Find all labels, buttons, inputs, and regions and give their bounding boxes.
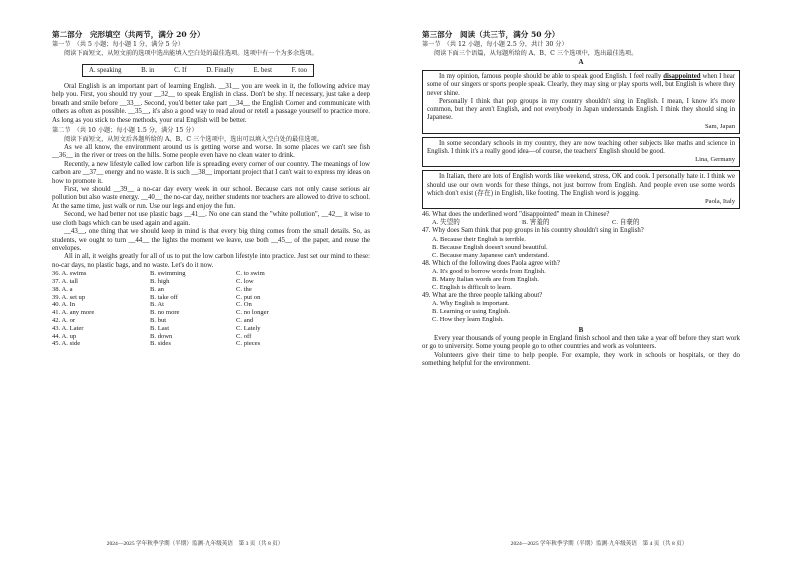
page-footer: 2024—2025 学年秋季学期（半期）监测·九年级英语 第 3 页（共 8 页）	[106, 541, 284, 547]
signature: Sam, Japan	[704, 122, 735, 130]
option-row: 44. A. up B. down C. off	[52, 332, 252, 340]
question-49: 49. What are the three people talking about? A. Why English is important. B. Learning or using English. C. How they learn English.	[422, 292, 740, 324]
right-page	[404, 0, 794, 561]
word-options-box	[82, 64, 314, 77]
option-row: 38. A. a B. an C. the	[52, 285, 252, 293]
cloze-paragraph: Second, we had better not use plastic bags __41__. No one can stand the "white pollution", __42__ it wise to use cloth bags which can be used again and again.	[52, 211, 370, 227]
word-option: F. too	[291, 67, 307, 74]
part-two-title: 第二部分 完形填空（共两节，满分 20 分）	[52, 30, 205, 39]
word-option: E. best	[253, 67, 272, 74]
option: C. How they learn English.	[432, 316, 504, 324]
option: C. English is difficult to learn.	[432, 283, 512, 291]
cloze-paragraph: All in all, it weighs greatly for all of us to put the low carbon lifestyle into practice. Just set our mind to these: no-car days, no plastic bags, and no waste. Let's do it now.	[52, 253, 370, 269]
section-two-instructions: 阅读下面短文，从短文后各题所给的 A、B、C 三个选项中，选出可以填入空白处的最佳选项。	[64, 136, 323, 144]
opinion-box-lina: In some secondary schools in my country, they are now teaching other subjects like maths and science in English. I think it's a really good idea—of course, the teachers' English should be good. Lina, Germany	[422, 137, 740, 168]
underlined-word: disappointed	[663, 73, 701, 80]
question-47: 47. Why does Sam think that pop groups in his country shouldn't sing in English? A. Because their English is terrible. B. Because English doesn't sound beautiful. C. Because many Japanese can't understand.	[422, 227, 740, 259]
cloze-paragraph: As we all know, the environment around us is getting worse and worse. In some places we can't see fish __36__ in the river or trees on the hills. Some people even have no clean water to drink.	[52, 144, 370, 160]
word-option: A. speaking	[89, 67, 122, 74]
signature: Paola, Italy	[704, 198, 735, 206]
word-option: C. If	[174, 67, 187, 74]
option: C. Because many Japanese can't understand.	[432, 251, 550, 259]
option-row: 40. A. In B. At C. On	[52, 301, 252, 309]
passage-letter-a: A	[578, 58, 584, 66]
page-footer: 2024—2025 学年秋季学期（半期）监测·九年级英语 第 4 页（共 8 页）	[510, 541, 688, 547]
word-option: B. in	[141, 67, 155, 74]
option: A. It's good to borrow words from English.	[432, 267, 546, 275]
option-row: 42. A. or B. but C. and	[52, 316, 254, 324]
option: A. 失望的	[432, 219, 460, 227]
section-one-title: 第一节 （共 12 小题，每小题 2.5 分，共计 30 分）	[422, 41, 568, 48]
passage-b-paragraph: Volunteers give their time to help people. For example, they work in schools or hospitals, or they do something helpful for the environment.	[422, 351, 740, 368]
section-two-title: 第二节 （共 10 小题；每小题 1.5 分，满分 15 分）	[52, 127, 198, 135]
answer-options	[52, 270, 370, 348]
option: A. Because their English is terrible.	[432, 235, 526, 243]
passage-b-paragraph: Every year thousands of young people in England finish school and then take a year off before they start work or go to university. Some young people go to other countries and work as volunteers.	[422, 335, 740, 351]
part-three-title: 第三部分 阅读（共三节，满分 50 分）	[422, 30, 560, 39]
option-row: 37. A. tall B. high C. low	[52, 277, 254, 285]
option: B. Because English doesn't sound beautiful.	[432, 243, 548, 251]
opinion-box-sam: In my opinion, famous people should be able to speak good English. I feel really disappointed when I hear some of our singers or sports people speak. Clearly, they may sing or play sports well, but English is where they never shine. Personally I think that pop groups in my country shouldn't sing in English. I mean, I know it's more common, but they aren't English, and not everybody in Japan understands English. I think they should sing in Japanese. Sam, Japan	[422, 70, 740, 134]
question-46: 46. What does the underlined word "disappointed" mean in Chinese? A. 失望的 B. 害羞的 C. 自豪的	[422, 211, 740, 227]
option: C. 自豪的	[612, 219, 640, 227]
option: B. 害羞的	[522, 219, 550, 227]
option-row: 39. A. set up B. take off C. put on	[52, 293, 261, 301]
signature: Lina, Germany	[695, 156, 735, 164]
passage-letter-b: B	[578, 326, 584, 335]
opinion-box-paola: In Italian, there are lots of English words like weekend, stress, OK and cook. I personally hate it. I think we should use our own words for these things, not just borrow from English. And people even use some words which don't exist (存在) in English, like footing. The English word is jogging. Paola, Italy	[422, 170, 740, 209]
word-option: D. Finally	[206, 67, 234, 74]
cloze-paragraph: Recently, a new lifestyle called low carbon life is spreading every corner of our country. The meanings of low carbon are __37__ energy and no waste. It is such __38__ important project that I can't wait to express my ideas on how to promote it.	[52, 160, 370, 185]
cloze-paragraph: First, we should __39__ a no-car day every week in our school. Because cars not only cause serious air pollution but also waste energy. __40__ the no-car day, neither students nor teachers are allowed to drive to school. At the same time, just walk or run. Use our legs and enjoy the fun.	[52, 186, 370, 210]
option-row: 45. A. side B. sides C. pieces	[52, 340, 261, 348]
option-row: 41. A. any more B. no more C. no longer	[52, 309, 269, 317]
option-row: 36. A. swims B. swimming C. to swim	[52, 270, 265, 278]
left-page	[0, 0, 390, 561]
option: A. Why English is important.	[432, 300, 510, 308]
section-one-instructions: 阅读下面短文，从短文前的选项中选出能填入空白处的最佳选项。选项中有一个为多余选项。	[64, 50, 318, 57]
cloze-passage-1: Oral English is an important part of learning English. __31__ you are week in it, the following advice may help you. First, you should try your __32__ to speak English in class. Don't be shy. If necessary, just take a deep breath and smile before __33__. Second, you'd better take part __34__ the English Corner and communicate with others as often as possible. __35__, it's also a good way to read aloud or retell a passage yourself to practice more. As long as you stick to these methods, your oral English will be better.	[52, 83, 370, 124]
section-one-instructions: 阅读下面三个语篇，从每题所给的 A、B、C 三个选项中，选出最佳选项。	[434, 50, 638, 57]
option-row: 43. A. Later B. Last C. Lately	[52, 324, 261, 332]
cloze-paragraph: __43__, one thing that we should keep in mind is that every big thing comes from the small details. So, as students, we ought to turn __44__ the lights the moment we leave, use both __45__ of the paper, and reuse the envelopes.	[52, 228, 370, 252]
option: B. Learning or using English.	[432, 308, 511, 316]
option: B. Many Italian words are from English.	[432, 275, 539, 283]
question-48: 48. Which of the following does Paola agree with? A. It's good to borrow words from English. B. Many Italian words are from English. C. English is difficult to learn.	[422, 260, 740, 292]
section-one-title: 第一节 （共 5 小题；每小题 1 分，满分 5 分）	[52, 41, 184, 48]
